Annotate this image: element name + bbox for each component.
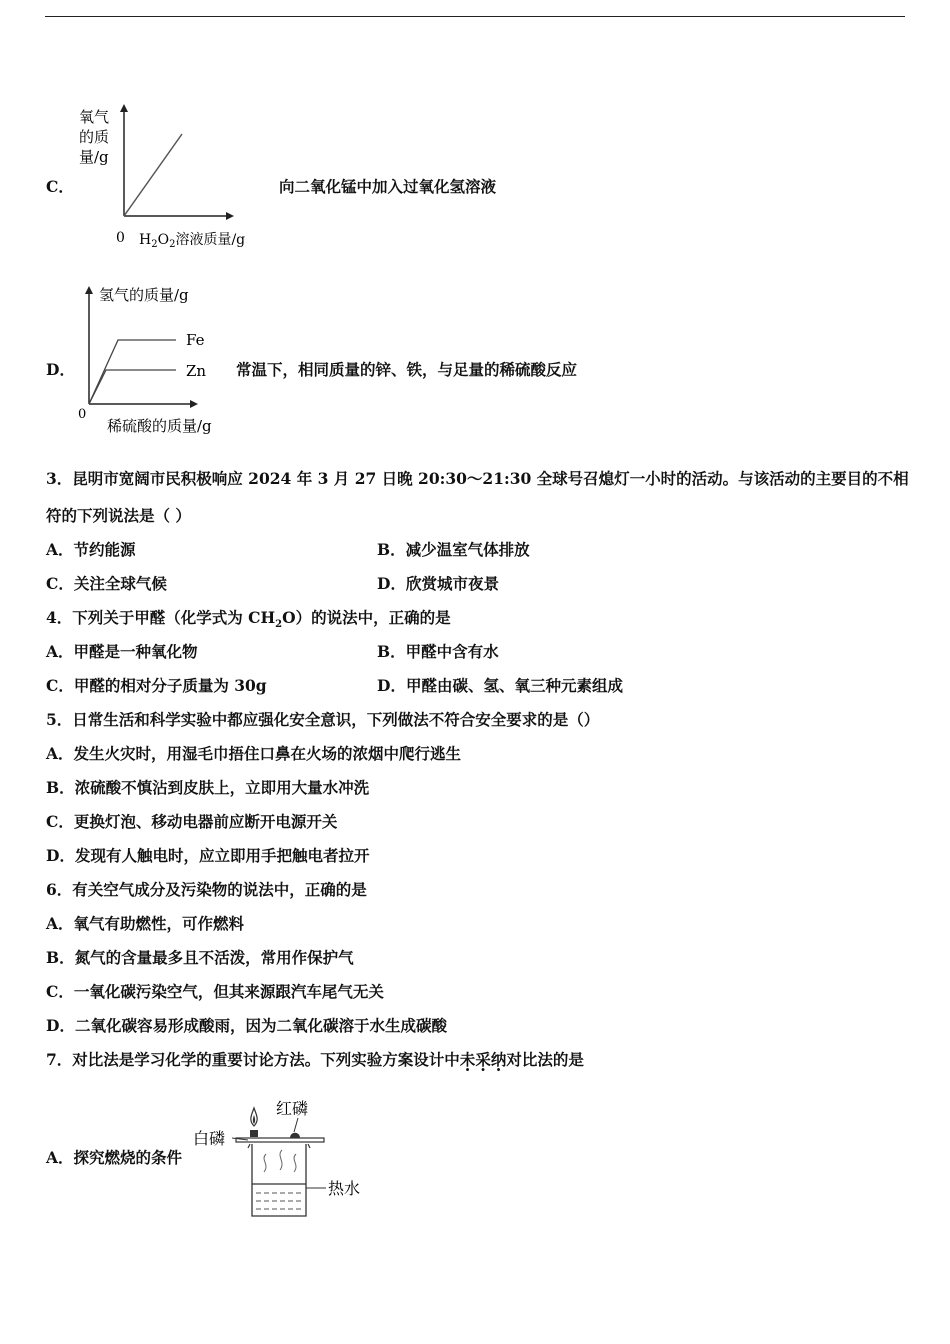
graph-d-zn-label: Zn: [186, 362, 207, 380]
label-red-phosphorus: 红磷: [276, 1099, 309, 1118]
q6-option-a: A．氧气有助燃性，可作燃料: [46, 914, 245, 933]
option-c-text: 向二氧化锰中加入过氧化氢溶液: [279, 177, 497, 196]
option-d-graph: [70, 280, 235, 440]
option-d-letter: D．: [46, 360, 75, 379]
graph-c-x-arrow: [226, 212, 234, 220]
q4-option-a: A．甲醛是一种氧化物: [46, 642, 198, 661]
copper-plate: [236, 1138, 324, 1142]
q4-stem: 4．下列关于甲醛（化学式为 $CH_2O$）的说法中，正确的是: [46, 608, 451, 631]
q5-stem: 5．日常生活和科学实验中都应强化安全意识，下列做法不符合安全要求的是（）: [46, 710, 600, 729]
graph-c-data-line: [124, 134, 182, 216]
combustion-apparatus-figure: [190, 1092, 370, 1224]
emphasis-char-2: 采: [475, 1050, 491, 1069]
top-rule: [45, 16, 905, 17]
graph-d-x-arrow: [190, 400, 198, 408]
q5-option-a: A．发生火灾时，用湿毛巾捂住口鼻在火场的浓烟中爬行逃生: [46, 744, 462, 763]
q3-option-b: B．减少温室气体排放: [377, 540, 530, 559]
option-c-graph: [70, 100, 270, 250]
graph-c-y-arrow: [120, 104, 128, 112]
q4-option-d: D．甲醛由碳、氢、氧三种元素组成: [377, 676, 623, 695]
graph-c-origin: 0: [116, 230, 125, 246]
graph-d-xlabel: 稀硫酸的质量/g: [107, 417, 212, 435]
label-white-phosphorus: 白磷: [193, 1129, 226, 1148]
graph-c-ylabel-2: 的质: [79, 128, 110, 146]
steam-icon: [264, 1154, 266, 1172]
emphasis-char-1: 未: [459, 1050, 476, 1069]
q6-stem: 6．有关空气成分及污染物的说法中，正确的是: [46, 880, 367, 899]
option-c-letter: C．: [46, 177, 74, 196]
red-phosphorus-piece: [290, 1133, 300, 1138]
q5-option-b: B．浓硫酸不慎沾到皮肤上，立即用大量水冲洗: [46, 778, 370, 797]
graph-c-xlabel: $H_2O_2$溶液质量/g: [139, 232, 246, 250]
option-d-text: 常温下，相同质量的锌、铁，与足量的稀硫酸反应: [236, 360, 578, 379]
graph-d-y-arrow: [85, 286, 93, 294]
white-phosphorus-piece: [250, 1130, 258, 1137]
q3-option-c: C．关注全球气候: [46, 574, 167, 593]
q6-option-c: C．一氧化碳污染空气，但其来源跟汽车尾气无关: [46, 982, 384, 1001]
q3-option-d: D．欣赏城市夜景: [377, 574, 499, 593]
beaker: [252, 1144, 306, 1216]
q5-option-d: D．发现有人触电时，应立即用手把触电者拉开: [46, 846, 370, 865]
graph-c-ylabel-3: 量/g: [79, 148, 109, 166]
label-hot-water: 热水: [328, 1179, 361, 1198]
graph-d-fe-label: Fe: [186, 331, 205, 349]
graph-d-ylabel: 氢气的质量/g: [99, 286, 189, 304]
q5-option-c: C．更换灯泡、移动电器前应断开电源开关: [46, 812, 338, 831]
q7-stem: 7．对比法是学习化学的重要讨论方法。下列实验方案设计中未采纳对比法的是: [46, 1050, 584, 1069]
graph-d-fe-line: [89, 340, 176, 404]
q6-option-b: B．氮气的含量最多且不活泼，常用作保护气: [46, 948, 354, 967]
q3-stem-line1: 3．昆明市宽阔市民积极响应 2024 年 3 月 27 日晚 20:30～21:30 全球号召熄灯一小时的活动。与该活动的主要目的不相: [46, 469, 909, 488]
q4-option-b: B．甲醛中含有水: [377, 642, 499, 661]
q6-option-d: D．二氧化碳容易形成酸雨，因为二氧化碳溶于水生成碳酸: [46, 1016, 447, 1035]
emphasis-char-3: 纳: [490, 1050, 507, 1069]
graph-d-origin: 0: [78, 407, 87, 422]
q4-option-c: C．甲醛的相对分子质量为 30g: [46, 676, 267, 695]
graph-c-ylabel-1: 氧气: [79, 108, 110, 126]
q3-stem-line2: 符的下列说法是（ ）: [46, 506, 191, 525]
q7-option-a: A．探究燃烧的条件: [46, 1148, 183, 1167]
q3-option-a: A．节约能源: [46, 540, 136, 559]
